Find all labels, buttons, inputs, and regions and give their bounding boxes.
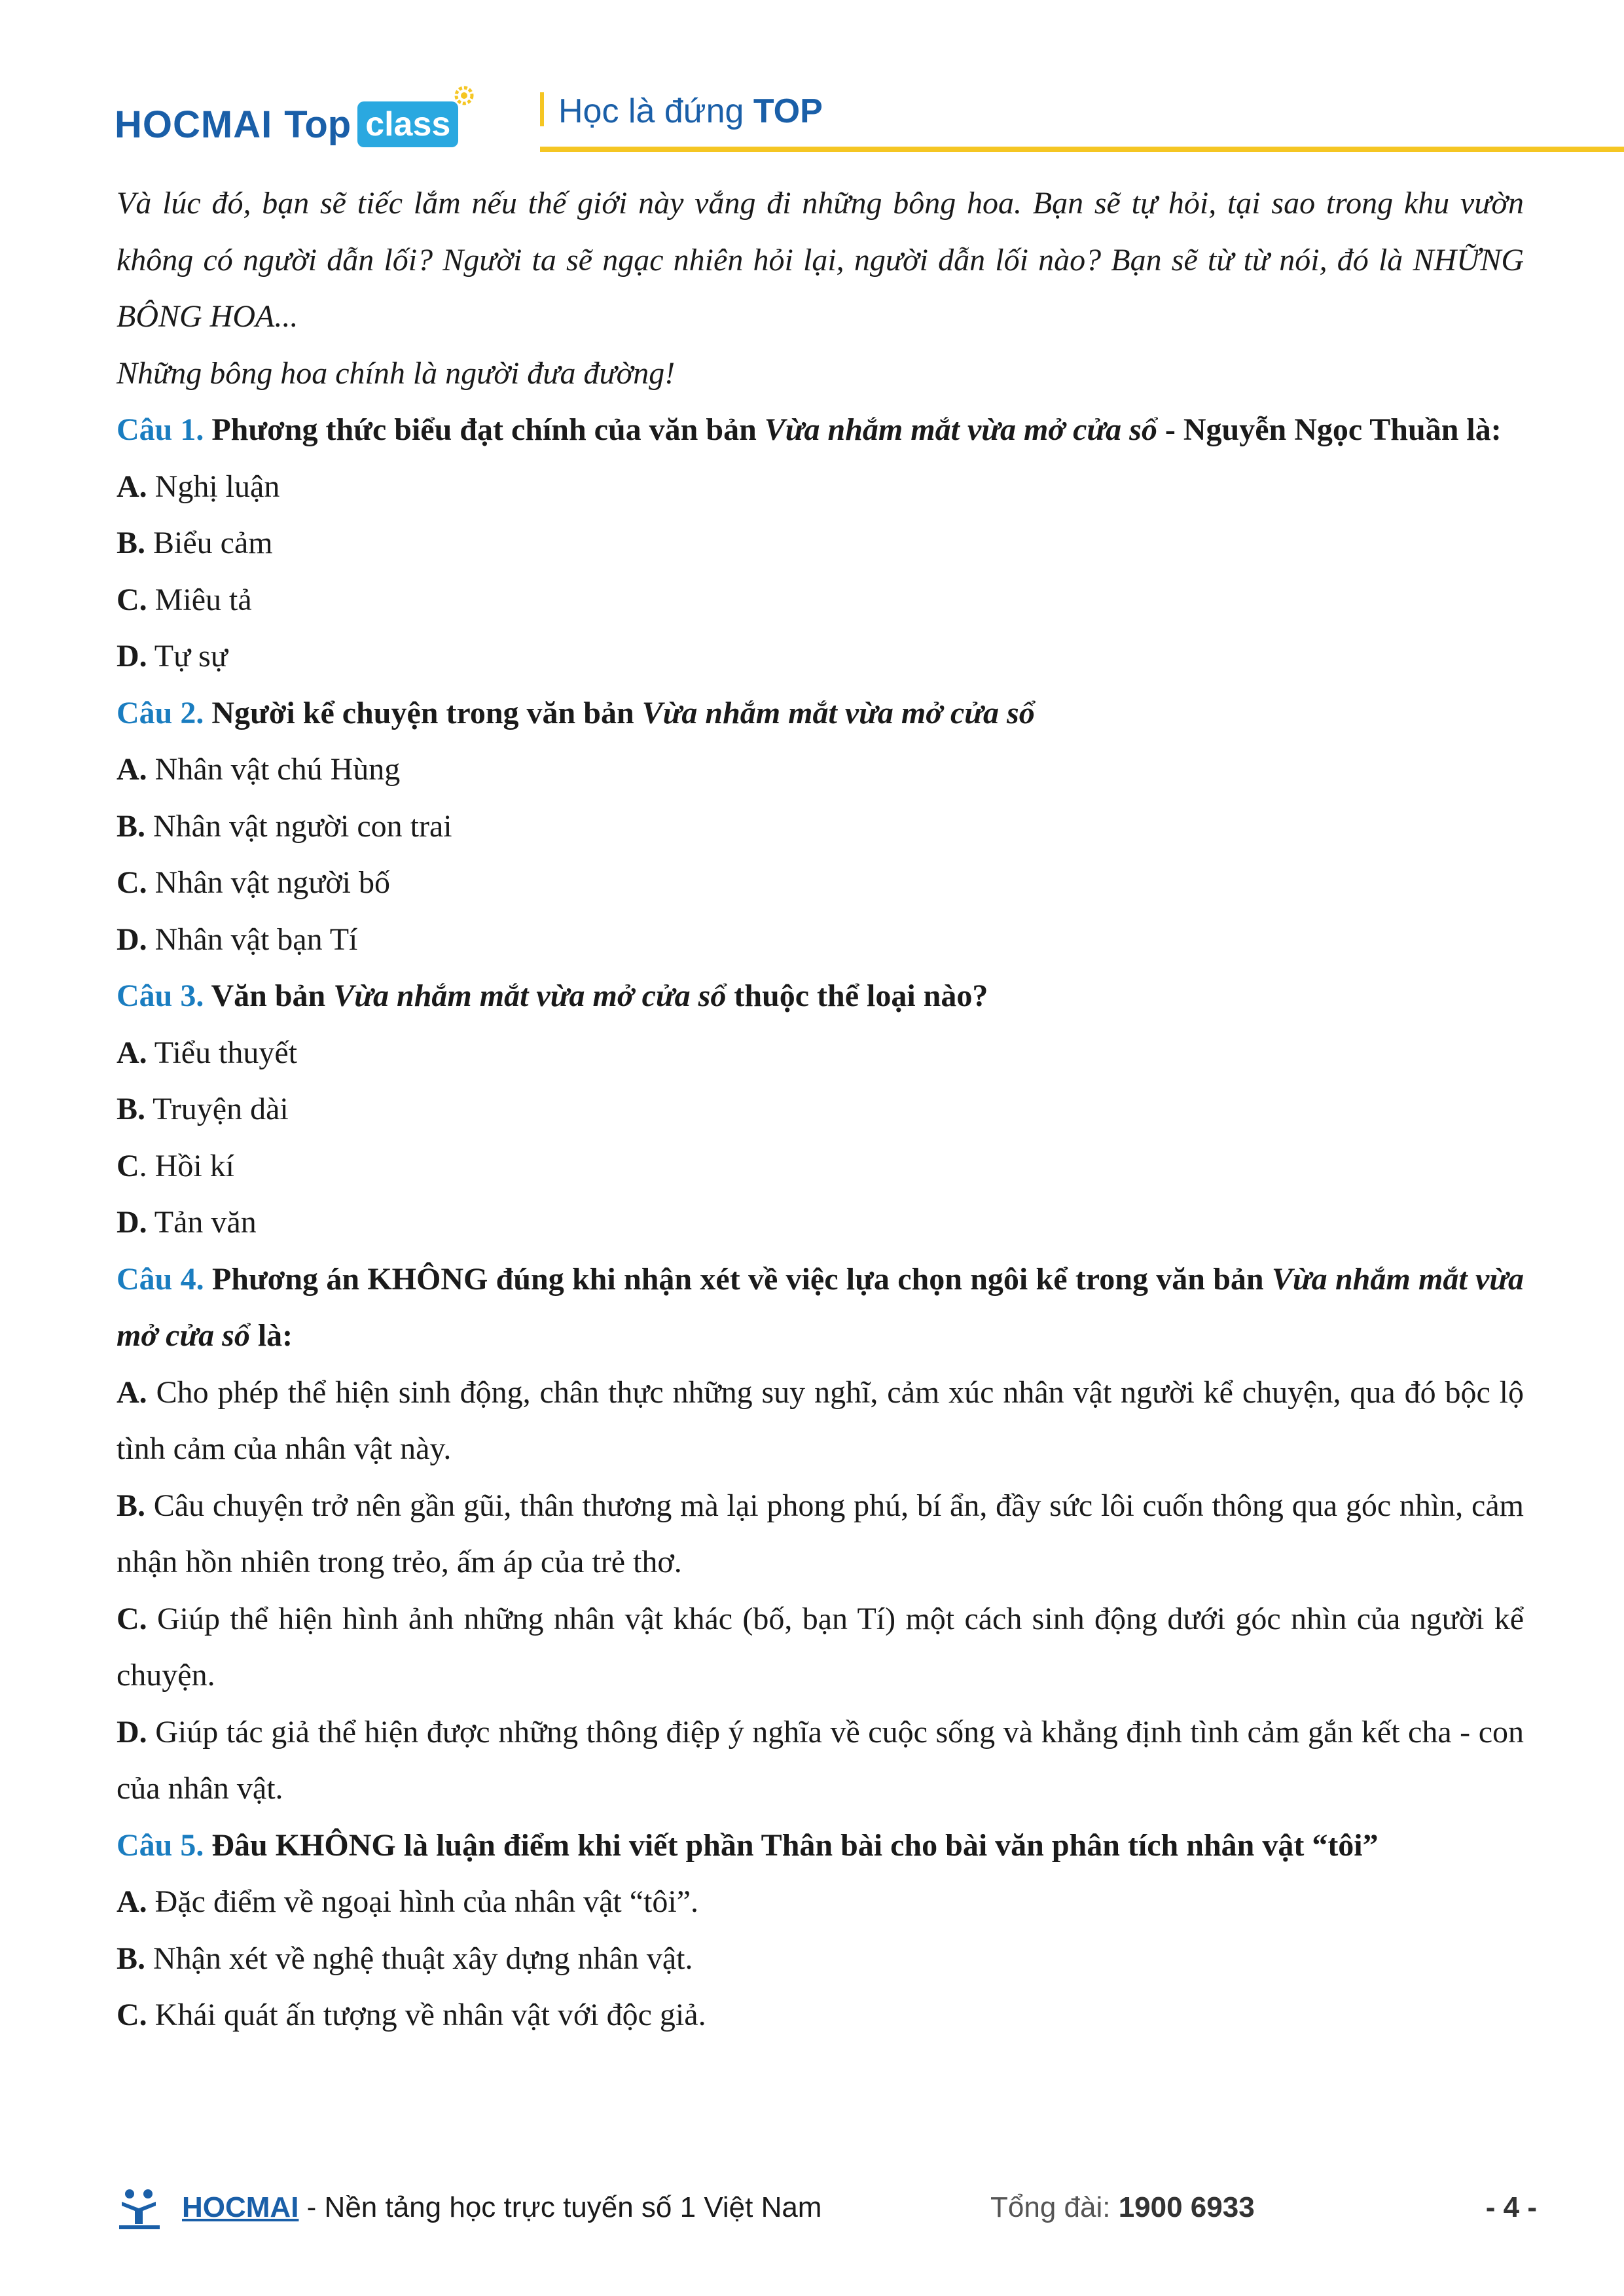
- logo-hocmai-text: HOCMAI: [115, 103, 273, 146]
- option-text: Đặc điểm về ngoại hình của nhân vật “tôi”.: [147, 1884, 699, 1919]
- option-b: [117, 798, 1524, 855]
- footer-brand: [182, 2191, 821, 2224]
- option-text: Nhân vật người con trai: [145, 808, 452, 844]
- option-a: [117, 1874, 1524, 1931]
- option-text: Nhân vật người bố: [147, 865, 391, 900]
- question-number: Câu 2.: [117, 695, 204, 730]
- question-number: Câu 3.: [117, 978, 204, 1013]
- option-text: Giúp thể hiện hình ảnh những nhân vật khác (bố, bạn Tí) một cách sinh động dưới góc nhìn của người kể chuyện.: [117, 1601, 1524, 1693]
- page-header: [115, 65, 1558, 157]
- option-letter: B.: [117, 1941, 146, 1976]
- option-letter: D.: [117, 639, 147, 673]
- header-underline: [540, 147, 1624, 152]
- option-b: [117, 1931, 1524, 1988]
- option-a: [117, 1365, 1524, 1478]
- question-1: [117, 402, 1524, 459]
- option-text: Khái quát ấn tượng về nhân vật với độc giả.: [147, 1998, 706, 2032]
- question-text: là:: [249, 1318, 293, 1353]
- tagline-prefix: Học là đứng: [558, 92, 753, 130]
- option-text: Nhân vật chú Hùng: [147, 752, 401, 787]
- option-letter: A.: [117, 469, 147, 504]
- question-5: [117, 1818, 1524, 1874]
- option-text: Câu chuyện trở nên gần gũi, thân thương mà lại phong phú, bí ẩn, đầy sức lôi cuốn thông qua góc nhìn, cảm nhận hồn nhiên trong trẻo, ấm áp của trẻ thơ.: [117, 1488, 1524, 1579]
- option-letter: C.: [117, 1998, 147, 2032]
- option-text: Tự sự: [147, 639, 228, 673]
- tagline-top: TOP: [753, 92, 823, 130]
- option-letter: C.: [117, 582, 147, 617]
- option-text: Nghị luận: [147, 469, 280, 504]
- logo-class-text: class: [365, 105, 451, 143]
- footer-phone-number: 1900 6933: [1118, 2191, 1255, 2223]
- option-text: Nhận xét về nghệ thuật xây dựng nhân vật.: [145, 1941, 693, 1976]
- page-footer: [117, 2186, 1537, 2232]
- option-b: [117, 515, 1524, 572]
- option-text: Cho phép thể hiện sinh động, chân thực những suy nghĩ, cảm xúc nhân vật người kể chuyện, qua đó bộc lộ tình cảm của nhân vật này.: [117, 1374, 1524, 1466]
- question-text: Phương thức biểu đạt chính của văn bản: [204, 412, 765, 447]
- option-d: [117, 628, 1524, 685]
- option-b: [117, 1478, 1524, 1591]
- question-work-title: Vừa nhắm mắt vừa mở cửa sổ: [117, 1261, 1525, 1353]
- option-c: [117, 1591, 1524, 1704]
- question-text: - Nguyễn Ngọc Thuần là:: [1157, 412, 1502, 447]
- question-work-title: Vừa nhắm mắt vừa mở cửa sổ: [641, 695, 1035, 730]
- hocmai-topclass-logo: [115, 98, 458, 151]
- option-text: Tiểu thuyết: [147, 1035, 298, 1070]
- gear-icon: [453, 84, 475, 107]
- option-letter: B.: [117, 808, 146, 844]
- hocmai-footer-logo-icon: [117, 2186, 162, 2232]
- option-a: [117, 459, 1524, 516]
- option-letter: B.: [117, 526, 146, 560]
- option-letter: D.: [117, 1205, 147, 1240]
- question-text: thuộc thể loại nào?: [726, 978, 988, 1013]
- tagline-divider: [540, 92, 544, 126]
- option-c: [117, 855, 1524, 912]
- option-text: Miêu tả: [147, 582, 252, 617]
- page-number: - 4 -: [1485, 2191, 1537, 2223]
- option-letter: B.: [117, 1488, 146, 1523]
- option-text: Biểu cảm: [145, 526, 273, 560]
- option-c: [117, 572, 1524, 629]
- question-4: [117, 1251, 1524, 1365]
- option-letter: A.: [117, 1035, 147, 1070]
- intro-paragraph: Và lúc đó, bạn sẽ tiếc lắm nếu thế giới này vắng đi những bông hoa. Bạn sẽ tự hỏi, tại sao trong khu vườn không có người dẫn lối? Người ta sẽ ngạc nhiên hỏi lại, người dẫn lối nào? Bạn sẽ từ từ nói, đó là NHỮNG BÔNG HOA...: [117, 186, 1524, 334]
- question-text: Văn bản: [204, 978, 334, 1013]
- option-d: [117, 1194, 1524, 1251]
- option-text: Truyện dài: [145, 1092, 289, 1126]
- footer-brand-link[interactable]: HOCMAI: [182, 2191, 299, 2223]
- option-letter: A.: [117, 1884, 147, 1919]
- option-letter: C.: [117, 865, 147, 900]
- option-letter: A.: [117, 1374, 147, 1410]
- option-letter: B.: [117, 1092, 146, 1126]
- header-tagline: [540, 92, 823, 131]
- question-number: Câu 5.: [117, 1827, 204, 1863]
- option-a: [117, 1025, 1524, 1082]
- question-work-title: Vừa nhắm mắt vừa mở cửa sổ: [333, 978, 727, 1013]
- intro-paragraph: Những bông hoa chính là người đưa đường!: [117, 355, 676, 391]
- option-text: Tản văn: [147, 1205, 257, 1240]
- logo-class-badge: [357, 101, 458, 147]
- option-b: [117, 1081, 1524, 1138]
- option-letter: C.: [117, 1601, 147, 1636]
- option-a: [117, 742, 1524, 798]
- option-text: Nhân vật bạn Tí: [147, 922, 358, 957]
- footer-hotline: [990, 2191, 1255, 2224]
- footer-brand-suffix: - Nền tảng học trực tuyến số 1 Việt Nam: [298, 2191, 822, 2223]
- question-text: Đâu KHÔNG là luận điểm khi viết phần Thân bài cho bài văn phân tích nhân vật “tôi”: [204, 1827, 1379, 1863]
- question-2: [117, 685, 1524, 742]
- question-number: Câu 4.: [117, 1261, 204, 1297]
- option-letter: D.: [117, 1714, 147, 1749]
- option-c: [117, 1987, 1524, 2044]
- option-letter: C: [117, 1148, 139, 1183]
- option-text: . Hồi kí: [139, 1148, 235, 1183]
- question-text: Người kể chuyện trong văn bản: [204, 695, 642, 730]
- option-letter: A.: [117, 752, 147, 787]
- footer-phone-label: Tổng đài:: [990, 2191, 1119, 2223]
- question-number: Câu 1.: [117, 412, 204, 447]
- question-text: Phương án KHÔNG đúng khi nhận xét về việc lựa chọn ngôi kể trong văn bản: [204, 1261, 1272, 1297]
- option-d: [117, 912, 1524, 969]
- question-work-title: Vừa nhắm mắt vừa mở cửa sổ: [764, 412, 1157, 447]
- option-letter: D.: [117, 922, 147, 957]
- option-d: [117, 1704, 1524, 1818]
- option-c: [117, 1138, 1524, 1195]
- logo-top-text: Top: [284, 103, 352, 146]
- document-body: [117, 175, 1524, 2044]
- option-text: Giúp tác giả thể hiện được những thông điệp ý nghĩa về cuộc sống và khẳng định tình cảm gắn kết cha - con của nhân vật.: [117, 1714, 1524, 1806]
- question-3: [117, 968, 1524, 1025]
